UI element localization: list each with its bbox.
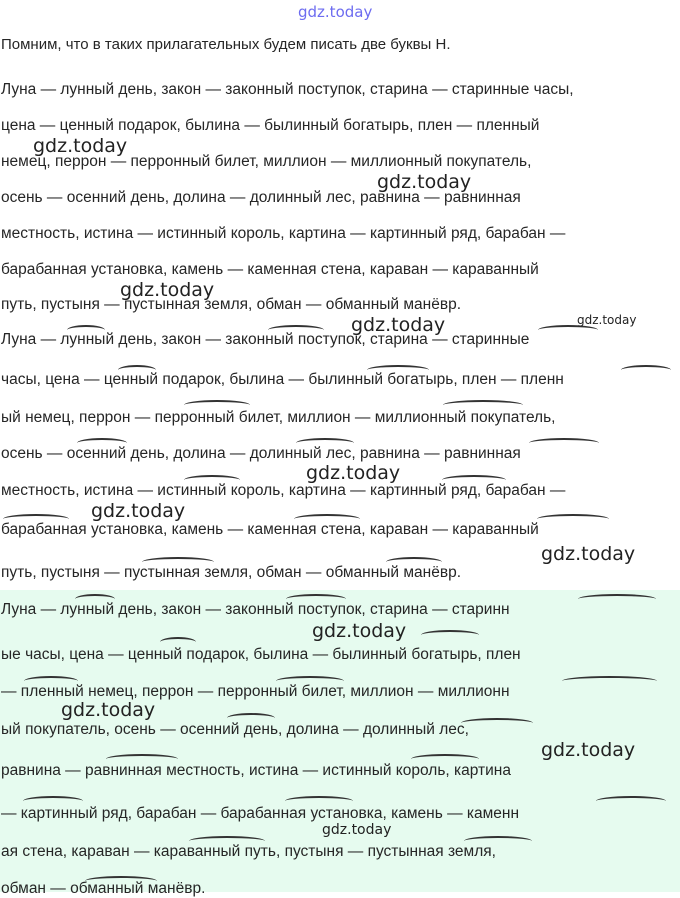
watermark: gdz.today (120, 279, 215, 301)
root-arc (578, 594, 656, 604)
analysis1-line-7: путь, пустыня — пустынная земля, обман — обманный манёвр. (1, 564, 461, 581)
watermark: gdz.today (541, 543, 636, 565)
root-arc (386, 557, 442, 567)
root-arc (562, 676, 657, 686)
root-arc (285, 796, 353, 806)
watermark: gdz.today (312, 620, 407, 642)
analysis1-line-4: осень — осенний день, долина — долинный лес, равнина — равнинная (1, 445, 521, 462)
analysis1-line-1: Луна — лунный день, закон — законный поступок, старина — старинные (1, 331, 530, 348)
root-arc (106, 754, 178, 764)
plain-line-2: цена — ценный подарок, былина — былинный богатырь, плен — пленный (1, 117, 540, 134)
watermark: gdz.today (33, 135, 128, 157)
root-arc (443, 400, 523, 410)
root-arc (268, 325, 324, 335)
watermark: gdz.today (91, 500, 186, 522)
watermark: gdz.today (377, 171, 472, 193)
watermark: gdz.today (577, 313, 637, 327)
intro-text: Помним, что в таких прилагательных будем писать две буквы Н. (1, 36, 451, 53)
plain-line-1: Луна — лунный день, закон — законный поступок, старина — старинные часы, (1, 81, 574, 98)
root-arc (621, 365, 671, 375)
analysis1-line-6: барабанная установка, камень — каменная стена, караван — караванный (1, 521, 539, 538)
watermark: gdz.today (306, 462, 401, 484)
analysis2-line-7: ая стена, караван — караванный путь, пустыня — пустынная земля, (1, 843, 496, 860)
watermark: gdz.today (351, 314, 446, 336)
plain-line-6: барабанная установка, камень — каменная стена, караван — караванный (1, 261, 539, 278)
root-arc (421, 630, 479, 640)
root-arc (296, 438, 354, 448)
plain-line-7: путь, пустыня — пустынная земля, обман — обманный манёвр. (1, 296, 461, 313)
root-arc (596, 796, 666, 806)
analysis2-line-2: ые часы, цена — ценный подарок, былина — былинный богатырь, плен (1, 646, 521, 663)
root-arc (537, 514, 609, 524)
analysis2-line-3: — пленный немец, перрон — перронный билет, миллион — миллионн (1, 683, 510, 700)
root-arc (24, 676, 78, 686)
analysis2-line-5: равнина — равнинная местность, истина — истинный король, картина (1, 762, 511, 779)
root-arc (23, 796, 83, 806)
plain-line-4: осень — осенний день, долина — долинный лес, равнина — равнинная (1, 189, 521, 206)
watermark: gdz.today (541, 739, 636, 761)
root-arc (442, 475, 506, 485)
analysis1-line-2: часы, цена — ценный подарок, былина — былинный богатырь, плен — пленн (1, 371, 564, 388)
root-arc (184, 475, 240, 485)
root-arc (276, 676, 344, 686)
root-arc (67, 325, 105, 335)
root-arc (367, 365, 429, 375)
root-arc (294, 514, 360, 524)
root-arc (3, 514, 69, 524)
root-arc (77, 438, 127, 448)
root-arc (189, 836, 265, 846)
root-arc (85, 876, 157, 886)
root-arc (142, 557, 214, 567)
root-arc (184, 400, 250, 410)
analysis2-line-8: обман — обманный манёвр. (1, 880, 206, 897)
root-arc (529, 438, 599, 448)
root-arc (411, 754, 479, 764)
analysis2-line-4: ый покупатель, осень — осенний день, долина — долинный лес, (1, 721, 469, 738)
analysis2-line-6: — картинный ряд, барабан — барабанная установка, камень — каменн (1, 805, 520, 822)
root-arc (75, 594, 115, 604)
header-watermark: gdz.today (298, 3, 373, 21)
analysis1-line-3: ый немец, перрон — перронный билет, миллион — миллионный покупатель, (1, 409, 556, 426)
root-arc (286, 594, 346, 604)
plain-line-3: немец, перрон — перронный билет, миллион — миллионный покупатель, (1, 153, 532, 170)
watermark: gdz.today (61, 699, 156, 721)
analysis1-line-5: местность, истина — истинный король, картина — картинный ряд, барабан — (1, 482, 566, 499)
root-arc (118, 365, 156, 375)
root-arc (227, 713, 275, 723)
root-arc (464, 836, 532, 846)
watermark: gdz.today (322, 822, 392, 838)
analysis2-line-1: Луна — лунный день, закон — законный поступок, старина — старинн (1, 601, 510, 618)
plain-line-5: местность, истина — истинный король, картина — картинный ряд, барабан — (1, 225, 566, 242)
root-arc (461, 718, 533, 728)
root-arc (160, 637, 196, 647)
